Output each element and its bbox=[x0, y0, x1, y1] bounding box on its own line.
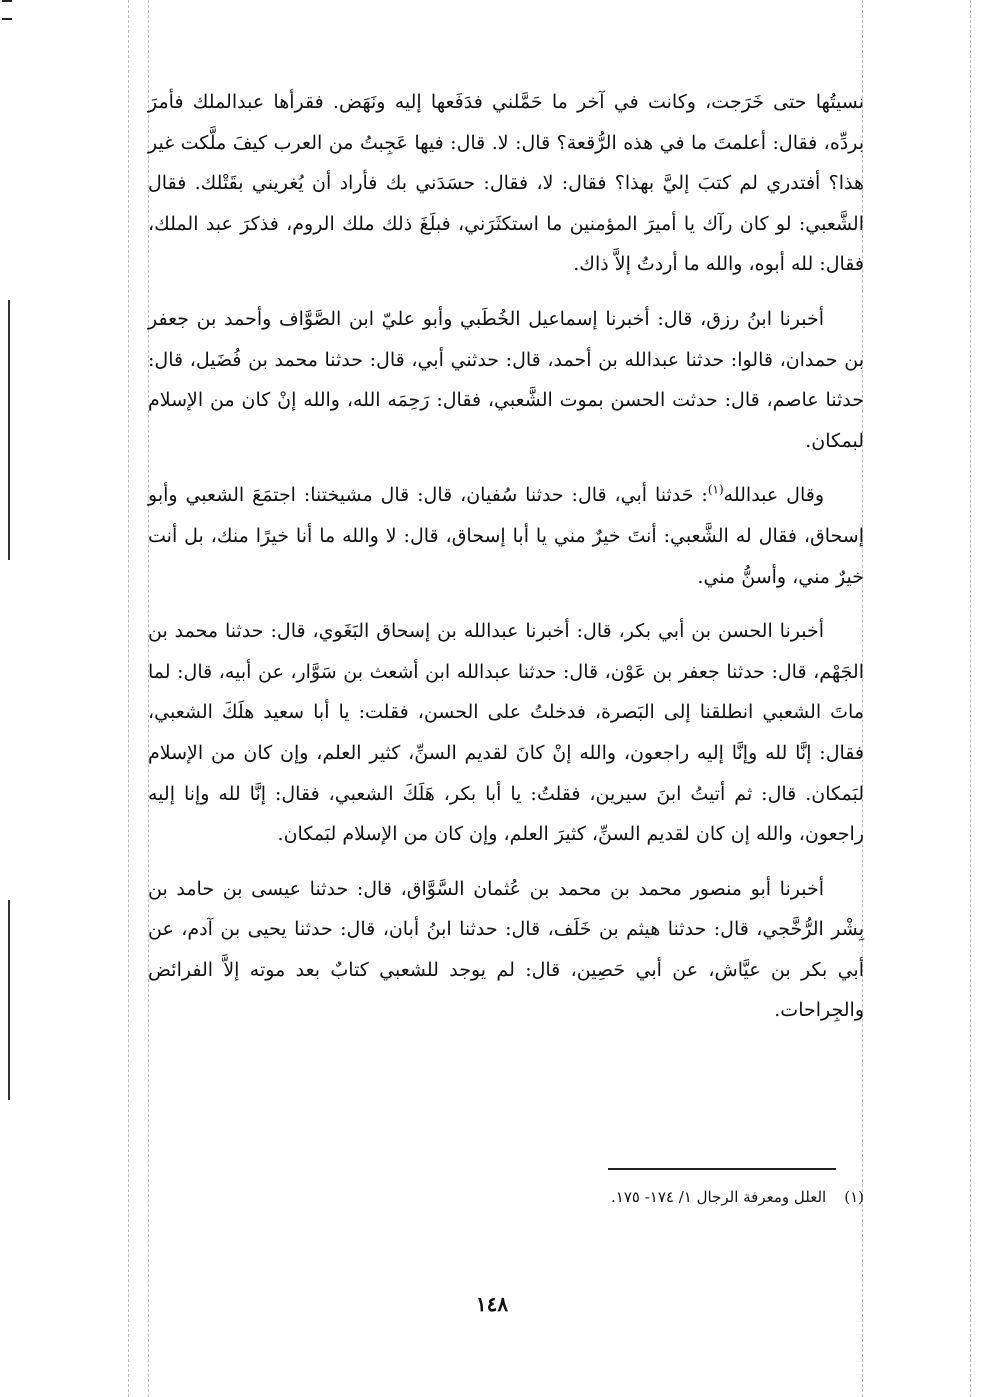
scan-guide-line bbox=[128, 0, 129, 1397]
footnote-number: (١) bbox=[844, 1188, 864, 1206]
page-number: ١٤٨ bbox=[475, 1292, 509, 1316]
scan-corner-mark bbox=[2, 0, 12, 20]
paragraph-text: حَدثنا أبي، قال: حدثنا سُفيان، قال: قال مشيختنا: اجتمَعَ الشعبي وأبو إسحاق، فقال له الشَّعبي: أنتَ خيرٌ مني يا أبا إسحاق، قال: لا والله ما أنا خيرًا منك، بل أنت خيرٌ مني، وأسنُّ مني. bbox=[148, 484, 864, 588]
paragraph: أخبرنا أبو منصور محمد بن محمد بن عُثمان السَّوَّاق، قال: حدثنا عيسى بن حامد بن بِشْر الرُّخَّجي، قال: حدثنا هيثم بن خَلَف، قال: حدثنا ابنُ أبان، قال: حدثنا يحيى بن آدم، عن أبي بكر بن عيَّاش، عن أبي حَصِين، قال: لم يوجد للشعبي كتابٌ بعد موته إلاَّ الفرائض والجِراحات. bbox=[148, 877, 864, 1022]
page-body bbox=[148, 82, 864, 1045]
footnote-divider bbox=[608, 1168, 836, 1170]
paragraph: أخبرنا الحسن بن أبي بكر، قال: أخبرنا عبدالله بن إسحاق البَغَوي، قال: حدثنا محمد بن الجَهْم، قال: حدثنا جعفر بن عَوْن، قال: حدثنا عبدالله ابن أشعث بن سَوَّار، عن أبيه، قال: لما ماتَ الشعبي انطلقنا إلى البَصرة، فدخلتُ على الحسن، فقلت: يا أبا سعيد هلَكَ الشعبي، فقال: إنَّا لله وإنَّا إليه راجعون، والله إنْ كانَ لقديم السنِّ، كثير العلم، وإن كان من الإسلام لبَمكان. قال: ثم أتيتُ ابنَ سيرين، فقلتُ: يا أبا بكر، هَلَكَ الشعبي، فقال: إنَّا لله وإنا إليه راجعون، والله إن كان لقديم السنِّ، كثيرَ العلم، وإن كان من الإسلام لبَمكان. bbox=[148, 620, 864, 846]
paragraph-intro: وقال عبدالله bbox=[723, 484, 824, 507]
scan-margin-bar bbox=[8, 900, 10, 1100]
scan-guide-line bbox=[970, 0, 971, 1397]
footnote-text: العلل ومعرفة الرجال ١/ ١٧٤- ١٧٥. bbox=[610, 1188, 827, 1206]
footnote-reference[interactable]: (١) bbox=[707, 483, 724, 498]
paragraph: نسيتُها حتى خَرَجت، وكانت في آخر ما حَمَّلني فدَفَعها إليه ونَهَض. فقرأها عبدالملك فأمرَ بردِّه، فقال: أعلمتَ ما في هذه الرُّقعة؟ قال: لا. قال: فيها عَجِبتُ من العرب كيفَ ملَّكت غير هذا؟ أفتدري لم كتبَ إليَّ بهذا؟ فقال: لا، فقال: حسَدَني بك فأراد أن يُغريني بقَتْلك. فقال الشَّعبي: لو كان رآك يا أميرَ المؤمنين ما استكثَرَني، فبلَغَ ذلك ملك الروم، فذكرَ عبد الملك، فقال: لله أبوه، والله ما أردتُ إلاَّ ذاك. bbox=[148, 91, 864, 276]
paragraph bbox=[148, 475, 864, 597]
footnote bbox=[144, 1184, 864, 1210]
paragraph-intro-punctuation: : bbox=[701, 484, 708, 507]
scan-margin-bar bbox=[8, 300, 10, 560]
paragraph: أخبرنا ابنُ رزق، قال: أخبرنا إسماعيل الخُطَبي وأبو عليّ ابن الصَّوَّاف وأحمد بن جعفر بن حمدان، قالوا: حدثنا عبدالله بن أحمد، قال: حدثني أبي، قال: حدثنا محمد بن فُضَيل، قال: حدثنا عاصم، قال: حدثت الحسن بموت الشَّعبي، فقال: رَحِمَه الله، والله إنْ كان من الإسلام لبمكان. bbox=[148, 307, 864, 452]
